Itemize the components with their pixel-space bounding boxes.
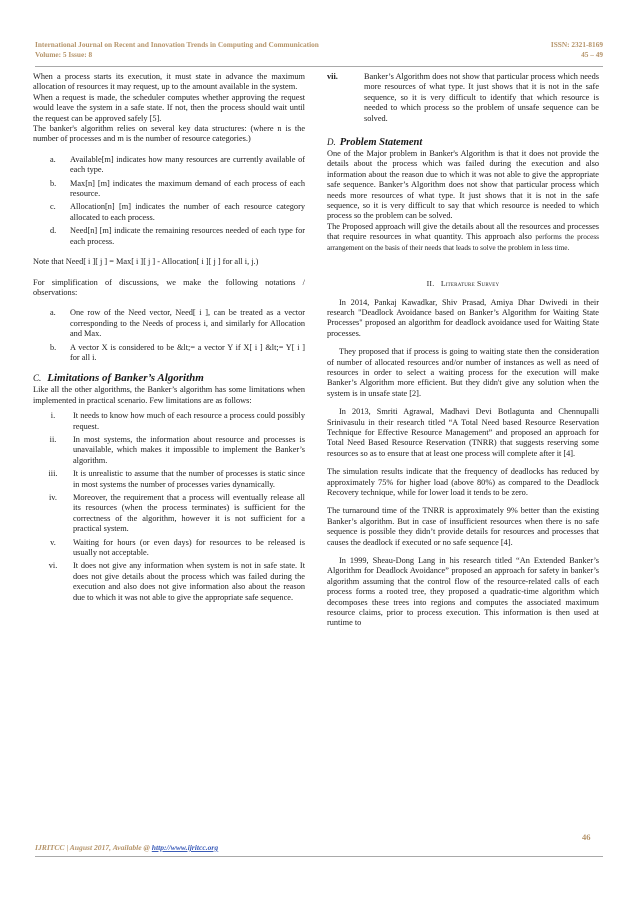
list-item: b. A vector X is considered to be &lt;= a vector Y if X[ i ] &lt;= Y[ i ] for all i.: [50, 342, 305, 362]
note-paragraph: Note that Need[ i ][ j ] = Max[ i ][ j ] - Allocation[ i ][ j ] for all i, j.): [33, 257, 259, 267]
header-divider: [35, 66, 603, 67]
paragraph: In 2014, Pankaj Kawadkar, Shiv Prasad, Amiya Dhar Dwivedi in their research "Deadlock Avoidance based on Banker’s Algorithm for Waiting State Processes" proposed an algorithm for deadlock avoidance used for Waiting State processes.: [327, 297, 599, 338]
paragraph: They proposed that if process is going to waiting state then the consideration of number of allocated resources and/or number of instances as well as need of resources in order to select a waiting process for the execution will make Banker’s Algorithm more efficient. But they didn't give any solution when the system is in unsafe state [2].: [327, 347, 599, 398]
left-column: [33, 72, 305, 603]
volume-issue: Volume: 5 Issue: 8: [35, 50, 93, 59]
page-footer: IJRITCC | August 2017, Available @ http://www.ijritcc.org: [35, 843, 219, 852]
list-item: ii. In most systems, the information about resource and processes is unavailable, which makes it impossible to implement the Banker’s algorithm.: [49, 434, 305, 465]
paragraph: The banker's algorithm relies on several key data structures: (where n is the number of processes and m is the number of resource categories.): [33, 124, 305, 144]
data-structure-list: [50, 155, 305, 247]
list-item: v. Waiting for hours (or even days) for resources to be released is usually not acceptable.: [50, 537, 305, 558]
paragraph: For simplification of discussions, we make the following notations / observations:: [33, 277, 305, 297]
section-heading-c: C. Limitations of Banker’s Algorithm: [33, 372, 204, 385]
list-item: c. Allocation[n] [m] indicates the number of each resource category allocated to each process.: [50, 202, 305, 222]
list-item: i. It needs to know how much of each resource a process could possibly request.: [50, 411, 305, 431]
paragraph: In 2013, Smriti Agrawal, Madhavi Devi Botlagunta and Chennupalli Srinivasulu in their research titled “A Total Need based Resource Reservation Technique for Effective Resource Management” and proposed an approach for Total Need Based Resource Reservation (TNRR) that suggests reserving some resources so as to ensure that at least one process will complete after it [4].: [327, 407, 599, 458]
journal-link[interactable]: http://www.ijritcc.org: [151, 843, 219, 852]
paragraph: In 1999, Sheau-Dong Lang in his research titled “An Extended Banker’s Algorithm for Deadlock Avoidance” proposed an approach for safety in banker’s algorithm assuming that the control flow of the resource-related calls of each process forms a rooted tree, they proposed a quadratic-time algorithm which decomposes these trees into regions and computes the associated maximum resource claims, prior to process execution. This information is then used at runtime to: [327, 556, 599, 628]
page-range: 45 – 49: [581, 50, 603, 59]
journal-title: International Journal on Recent and Innovation Trends in Computing and Communication: [35, 40, 319, 49]
list-item: iii. It is unrealistic to assume that the number of processes is static since in most systems the number of processes varies dynamically.: [48, 469, 305, 489]
right-column: [327, 72, 599, 629]
footer-divider: [35, 856, 603, 857]
paragraph: When a process starts its execution, it must state in advance the maximum allocation of resources it may request, up to the amount available in the system.: [33, 72, 305, 92]
list-item: vi. It does not give any information when system is not in safe state. It does not give details about the process which was failed during the execution and also does not give information also about the reason due to which it was not able to give the appropriate safe sequence.: [48, 561, 305, 602]
limitations-list: [33, 411, 305, 603]
list-item: b. Max[n] [m] indicates the maximum demand of each process of each resource.: [50, 178, 305, 199]
paragraph: Like all the other algorithms, the Banker’s algorithm has some limitations when implemented in practical scenario. Few limitations are as follows:: [33, 385, 305, 405]
section-heading-literature: II. Literature Survey: [426, 279, 500, 289]
list-item: d. Need[n] [m] indicate the remaining resources needed of each type for each process.: [50, 226, 305, 246]
page-header: [35, 40, 603, 60]
section-heading-d: D. Problem Statement: [327, 137, 423, 149]
list-item: a. Available[m] indicates how many resources are currently available of each type.: [50, 154, 305, 175]
page-number: 46: [582, 832, 591, 842]
paragraph: The simulation results indicate that the frequency of deadlocks has reduced by approximately 75% for higher load (above 80%) as compared to the Deadlock Recovery technique, while for lower load it tends to be zero.: [327, 467, 599, 497]
issn: ISSN: 2321-8169: [550, 40, 603, 49]
paragraph: One of the Major problem in Banker's Algorithm is that it does not provide the details about the process which was failed during the execution and also information about the reason due to which it was not able to give the appropriate safe sequence. Banker’s Algorithm does not show that particular process which needs more resources of what type. It just shows that it is not in the safe sequence, so it is very difficult to say that which resource is needed to which process so the problem can be solved.: [327, 149, 599, 221]
list-item: iv. Moreover, the requirement that a process will eventually release all its resources (when the process terminates) is sufficient for the correctness of the algorithm, however it is not sufficient for a practical system.: [49, 493, 305, 534]
paragraph: When a request is made, the scheduler computes whether approving the request would leave the system in a safe state. If not, then the process should wait until the request can be approved safely [5].: [33, 92, 305, 123]
list-item: a. One row of the Need vector, Need[ i ], can be treated as a vector corresponding to the Needs of process i, and similarly for Allocation and Max.: [50, 308, 305, 339]
list-item: vii. Banker’s Algorithm does not show that particular process which needs more resources of what type. It just shows that it is not in the safe sequence, so it is very difficult to identify that which resource is needed to which process so the problem of unsafe sequence can be solved.: [327, 72, 599, 123]
notation-list: [50, 308, 305, 363]
paragraph: The turnaround time of the TNRR is approximately 9% better than the existing Banker’s algorithm. But in case of insufficient resources when there is no safe sequence is possible they didn’t provide details for resources and processes that causes the deadlock if executed or no safe sequence [4].: [327, 506, 599, 547]
paragraph: The Proposed approach will give the details about all the resources and processes that require resources in what quantity. This approach also performs the process arrangement on the basis of their needs that leads to solve the problem in less time.: [327, 221, 599, 252]
